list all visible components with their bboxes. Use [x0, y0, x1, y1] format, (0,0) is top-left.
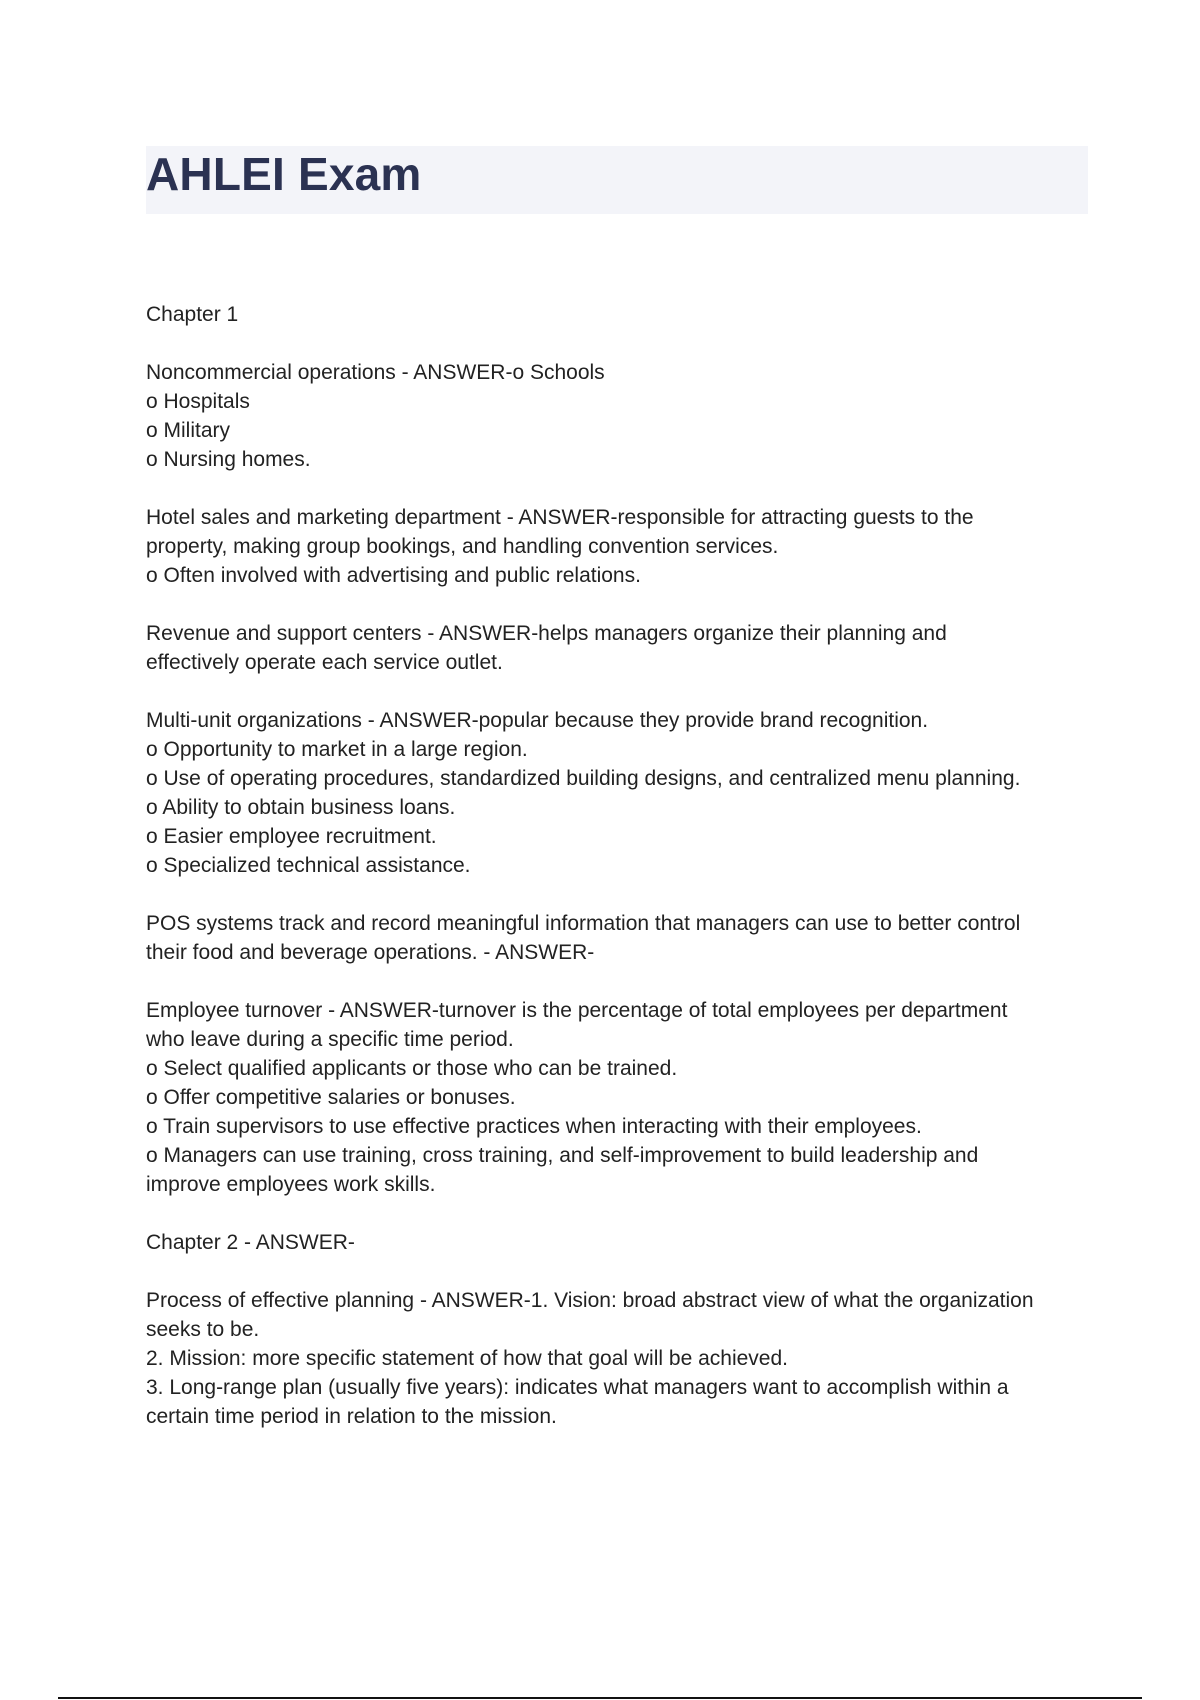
text-line: o Military [146, 419, 231, 442]
text-line: Process of effective planning - ANSWER-1. Vision: broad abstract view of what the organization [146, 1289, 1034, 1312]
text-line: o Select qualified applicants or those who can be trained. [146, 1057, 678, 1080]
text-line: o Nursing homes. [146, 448, 311, 471]
text-block [146, 706, 1106, 880]
text-line: certain time period in relation to the mission. [146, 1405, 557, 1428]
text-line: o Specialized technical assistance. [146, 854, 471, 877]
text-line: improve employees work skills. [146, 1173, 436, 1196]
text-line: who leave during a specific time period. [146, 1028, 514, 1051]
text-block [146, 619, 1106, 677]
text-block [146, 1286, 1106, 1431]
text-line: Revenue and support centers - ANSWER-helps managers organize their planning and [146, 622, 947, 645]
text-line: effectively operate each service outlet. [146, 651, 503, 674]
text-block [146, 358, 1106, 474]
text-line: property, making group bookings, and handling convention services. [146, 535, 779, 558]
page-bottom-rule [58, 1697, 1142, 1699]
text-line: 2. Mission: more specific statement of how that goal will be achieved. [146, 1347, 788, 1370]
text-line: o Hospitals [146, 390, 250, 413]
text-line: o Managers can use training, cross training, and self-improvement to build leadership and [146, 1144, 979, 1167]
text-line: seeks to be. [146, 1318, 260, 1341]
text-line: Chapter 1 [146, 303, 239, 326]
text-block [146, 1228, 1106, 1257]
text-line: o Train supervisors to use effective practices when interacting with their employees. [146, 1115, 922, 1138]
text-line: o Often involved with advertising and public relations. [146, 564, 641, 587]
text-line: o Offer competitive salaries or bonuses. [146, 1086, 516, 1109]
text-line: 3. Long-range plan (usually five years): indicates what managers want to accomplish within a [146, 1376, 1009, 1399]
document-title: AHLEI Exam [146, 148, 422, 200]
text-line: Multi-unit organizations - ANSWER-popular because they provide brand recognition. [146, 709, 929, 732]
text-line: POS systems track and record meaningful information that managers can use to better control [146, 912, 1021, 935]
text-line: Hotel sales and marketing department - ANSWER-responsible for attracting guests to the [146, 506, 974, 529]
text-block [146, 300, 1106, 329]
text-block [146, 909, 1106, 967]
text-line: o Easier employee recruitment. [146, 825, 437, 848]
text-line: o Ability to obtain business loans. [146, 796, 456, 819]
text-line: Employee turnover - ANSWER-turnover is the percentage of total employees per department [146, 999, 1008, 1022]
text-block [146, 996, 1106, 1199]
text-block [146, 503, 1106, 590]
text-line: their food and beverage operations. - ANSWER- [146, 941, 595, 964]
text-line: o Opportunity to market in a large region. [146, 738, 528, 761]
text-line: o Use of operating procedures, standardized building designs, and centralized menu planning. [146, 767, 1021, 790]
text-line: Chapter 2 - ANSWER- [146, 1231, 355, 1254]
text-line: Noncommercial operations - ANSWER-o Schools [146, 361, 605, 384]
document-body [146, 300, 1106, 1460]
